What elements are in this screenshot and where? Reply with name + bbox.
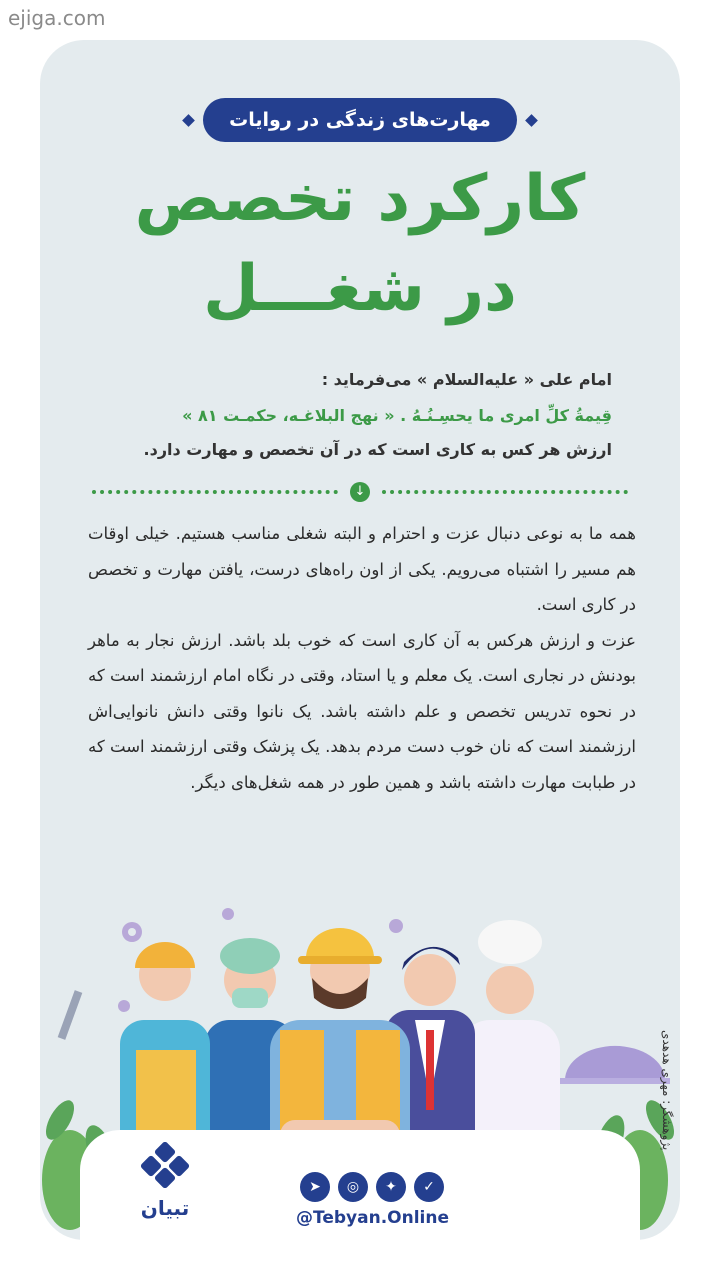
researcher-credit: پژوهشگر: مهری هدهدی bbox=[660, 1030, 674, 1151]
social-handle[interactable]: @Tebyan.Online bbox=[296, 1208, 449, 1228]
banner-label: مهارت‌های زندگی در روایات bbox=[203, 98, 517, 142]
quote-translation: ارزش هر کس به کاری است که در آن تخصص و مهارت دارد. bbox=[143, 440, 612, 459]
body-paragraph-1: همه ما به نوعی دنبال عزت و احترام و البته شغلی مناسب هستیم. خیلی اوقات هم مسیر را اشتباه می‌رویم. یکی از اون راه‌های درست، یافتن مهارت و تخصص در کاری است. bbox=[88, 524, 636, 614]
quote-intro: امام علی « علیه‌السلام » می‌فرماید : bbox=[321, 370, 612, 389]
logo-mark-icon bbox=[140, 1142, 190, 1188]
telegram-icon[interactable]: ➤ bbox=[300, 1172, 330, 1202]
down-arrow-icon: ↓ bbox=[350, 482, 370, 502]
instagram-icon[interactable]: ◎ bbox=[338, 1172, 368, 1202]
logo-text: تبیان bbox=[140, 1196, 190, 1220]
diamond-icon bbox=[525, 114, 538, 127]
divider-dots-left bbox=[92, 490, 338, 498]
title-line-2: در شغـــل bbox=[203, 252, 517, 326]
body-text bbox=[88, 516, 636, 800]
watermark: ejiga.com bbox=[8, 6, 106, 30]
social-icons bbox=[300, 1172, 452, 1202]
tebyan-logo[interactable] bbox=[110, 1142, 220, 1232]
diamond-icon bbox=[182, 114, 195, 127]
poster-card bbox=[40, 40, 680, 1240]
title-line-1: کارکرد تخصص bbox=[134, 162, 586, 236]
divider-dots-right bbox=[382, 490, 628, 498]
body-paragraph-2: عزت و ارزش هرکس به آن کاری است که خوب بلد باشد. ارزش نجار به ماهر بودنش در نجاری است. یک معلم و یا استاد، وقتی در نگاه امام ارزشمند است که در نحوه تدریس تخصص و علم داشته باشد. یک نانوا وقتی دانش نانوایی‌اش ارزشمند است که نان خوب دست مردم بدهد. یک پزشک وقتی ارزشمند است که در طبابت مهارت داشته باشد و همین طور در همه شغل‌های دیگر. bbox=[88, 630, 636, 792]
quote-arabic: قِیمةُ کلِّ امری ما یحسِـنُـهُ . « نهج البلاغـه، حکمـت ۸۱ » bbox=[182, 406, 612, 425]
check-icon[interactable]: ✓ bbox=[414, 1172, 444, 1202]
divider bbox=[92, 482, 628, 502]
banner-row bbox=[40, 98, 680, 142]
twitter-icon[interactable]: ✦ bbox=[376, 1172, 406, 1202]
